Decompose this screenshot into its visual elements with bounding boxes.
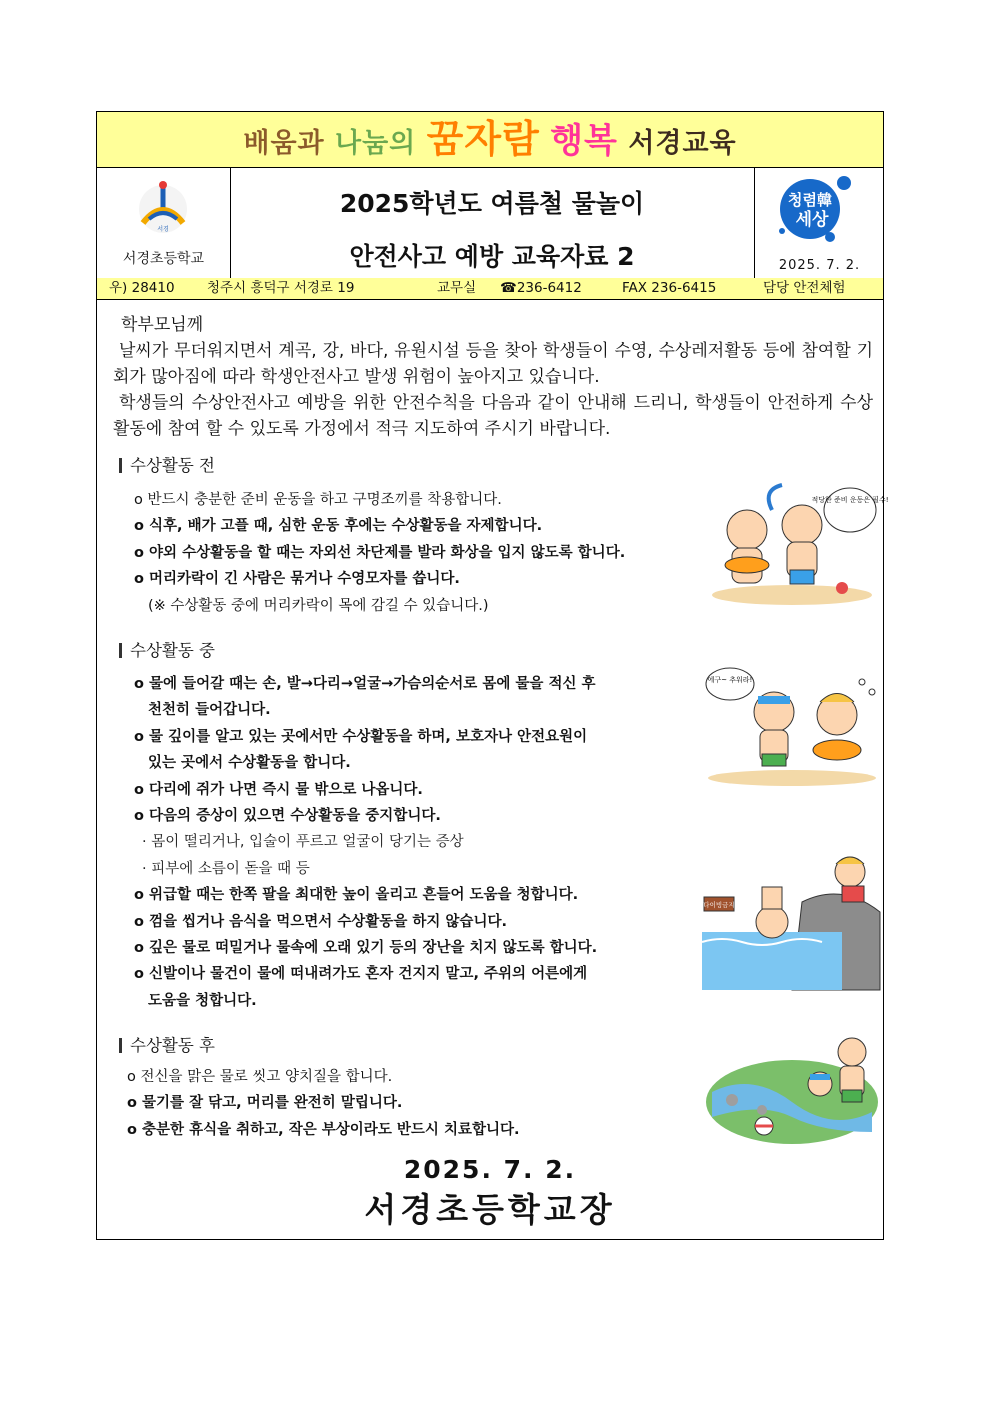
- list-item: o 깊은 물로 떠밀거나 물속에 오래 있기 등의 장난을 치지 않도록 합니다.: [134, 940, 598, 957]
- address-bar: [97, 278, 883, 300]
- list-item-continued: 도움을 청합니다.: [148, 992, 257, 1009]
- list-item: o 전신을 맑은 물로 씻고 양치질을 합니다.: [127, 1069, 393, 1085]
- street-address: 청주시 흥덕구 서경로 19: [207, 280, 355, 296]
- motto-word-1: 배움과: [243, 128, 325, 159]
- list-item: o 물 깊이를 알고 있는 곳에서만 수상활동을 하며, 보호자나 안전요원이: [134, 728, 588, 745]
- clean-korea-emblem-icon: [774, 171, 864, 247]
- section-title-after: 수상활동 후: [119, 1032, 215, 1056]
- list-item: o 물기를 잘 닦고, 머리를 완전히 말립니다.: [127, 1095, 403, 1112]
- intro-text: [113, 312, 873, 442]
- list-item: o 야외 수상활동을 할 때는 자외선 차단제를 발라 화상을 입지 않도록 합니다.: [134, 544, 626, 561]
- list-item-continued: 천천히 들어갑니다.: [148, 702, 271, 719]
- title-cell: [230, 167, 755, 278]
- list-item: o 껌을 씹거나 음식을 먹으면서 수상활동을 하지 않습니다.: [134, 913, 507, 930]
- slogan-cell: [754, 167, 885, 278]
- document-frame: [96, 111, 889, 1240]
- speech-bubble-text: 에구~ 추워라!: [707, 676, 753, 684]
- motto-word-4: 행복: [550, 121, 618, 161]
- list-item-continued: 있는 곳에서 수상활동을 합니다.: [148, 755, 351, 772]
- list-item: o 다음의 증상이 있으면 수상활동을 중지합니다.: [134, 808, 441, 825]
- warmup-kids-illustration: [702, 480, 889, 608]
- issue-date: 2025. 7. 2.: [778, 258, 861, 273]
- cold-kids-illustration: [702, 660, 880, 788]
- svg-text:서경: 서경: [157, 226, 169, 233]
- motto-banner: [97, 112, 883, 168]
- postal-code: 우) 28410: [109, 280, 175, 296]
- header: [97, 167, 883, 279]
- office-label: 교무실: [437, 280, 477, 296]
- document-title-line1: 2025학년도 여름철 물놀이: [339, 189, 645, 218]
- list-subitem: · 피부에 소름이 돋을 때 등: [142, 860, 310, 877]
- section-list-after: [127, 1064, 519, 1143]
- motto-word-5: 서경교육: [628, 128, 737, 159]
- school-name: 서경초등학교: [122, 251, 205, 267]
- warning-sign-text: 다이빙금지: [703, 901, 735, 909]
- motto-word-2: 나눔의: [335, 128, 417, 159]
- phone-number: ☎236-6412: [500, 280, 582, 296]
- list-item: o 다리에 쥐가 나면 즉시 물 밖으로 나옵니다.: [134, 781, 423, 798]
- list-item: o 신발이나 물건이 물에 떠내려가도 혼자 건지지 말고, 주위의 어른에게: [134, 966, 588, 983]
- riverside-kids-illustration: [702, 1022, 880, 1147]
- department: 담당 안전체험: [763, 280, 846, 296]
- list-item: o 식후, 배가 고플 때, 심한 운동 후에는 수상활동을 자제합니다.: [134, 518, 543, 535]
- slogan-top-text: 청렴韓: [788, 191, 832, 209]
- diving-kids-illustration: [702, 842, 880, 990]
- list-item: o 반드시 충분한 준비 운동을 하고 구명조끼를 착용합니다.: [134, 492, 502, 508]
- list-item: o 머리카락이 긴 사람은 묶거나 수영모자를 씁니다.: [134, 571, 460, 588]
- intro-paragraph-2: 학생들의 수상안전사고 예방을 위한 안전수칙을 다음과 같이 안내해 드리니, 학생들이 안전하게 수상활동에 참여 할 수 있도록 가정에서 적극 지도하여 주시기 바랍니다.: [113, 393, 873, 439]
- greeting: 학부모님께: [121, 315, 204, 335]
- list-note: (※ 수상활동 중에 머리카락이 목에 감길 수 있습니다.): [148, 597, 489, 614]
- fax-number: FAX 236-6415: [622, 280, 717, 296]
- document-title-line2: 안전사고 예방 교육자료 2: [349, 242, 635, 271]
- motto-word-3: 꿈자람: [426, 117, 540, 161]
- intro-paragraph-1: 날씨가 무더워지면서 계곡, 강, 바다, 유원시설 등을 찾아 학생들이 수영, 수상레저활동 등에 참여할 기회가 많아짐에 따라 학생안전사고 발생 위험이 높아지고 있습니다.: [113, 341, 873, 387]
- signature-date: 2025. 7. 2.: [403, 1155, 577, 1184]
- section-title-during: 수상활동 중: [119, 637, 215, 661]
- slogan-bottom-text: 세상: [795, 210, 829, 230]
- list-item: o 충분한 휴식을 취하고, 작은 부상이라도 반드시 치료합니다.: [127, 1121, 520, 1138]
- signature-principal: 서경초등학교장: [364, 1190, 616, 1229]
- list-subitem: · 몸이 떨리거나, 입술이 푸르고 얼굴이 당기는 증상: [142, 834, 464, 851]
- logo-cell: [97, 167, 231, 278]
- section-list-before: [134, 487, 625, 619]
- section-list-during: [134, 671, 597, 1014]
- school-logo-icon: [133, 177, 193, 237]
- speech-bubble-text: 적당한 준비 운동은 필수!: [811, 496, 889, 504]
- list-item: o 위급할 때는 한쪽 팔을 최대한 높이 올리고 흔들어 도움을 청합니다.: [134, 887, 579, 904]
- section-title-before: 수상활동 전: [119, 452, 215, 476]
- list-item: o 물에 들어갈 때는 손, 발→다리→얼굴→가슴의순서로 몸에 물을 적신 후: [134, 676, 596, 692]
